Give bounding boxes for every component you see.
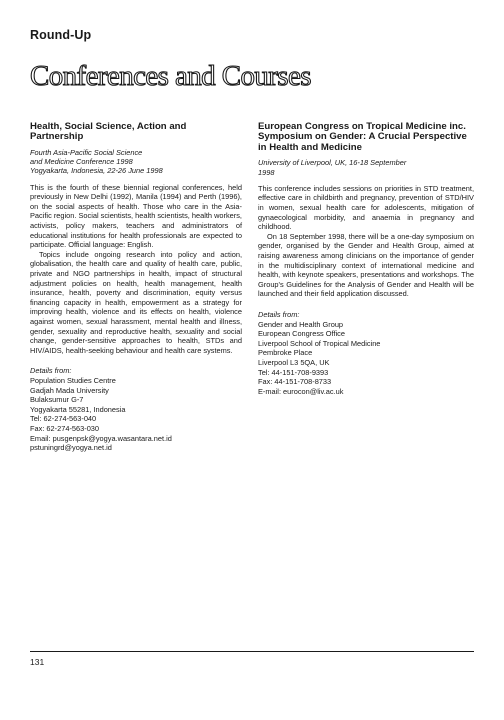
article-meta [30,148,242,176]
details-line: Tel: 62-274-563-040 [30,414,97,424]
email-link[interactable]: pstuningrd@yogya.net.id [30,443,112,453]
section-label: Round-Up [30,28,92,42]
details-line: Fax: 44-151-708-8733 [258,377,332,387]
details-line: Fax: 62-274-563-030 [30,423,100,433]
email-link[interactable]: E-mail: eurocon@liv.ac.uk [258,386,344,396]
meta-line: 1998 [258,167,275,177]
article-european-congress [258,122,474,396]
paragraph: This is the fourth of these biennial regional conferences, held previously in New Delhi (1992), Manila (1994) and Perth (1996), on the social aspects of health. Those who care in the Asia-Pacific region. Social scientists, health scientists, health workers, activists, policy makers, teachers and administrators of educational institutions for health professionals are expected to participate. Official language: English. [30,182,242,250]
article-body [258,184,474,299]
details-label: Details from: [30,366,72,376]
email-link[interactable]: Email: pusgenpsk@yogya.wasantara.net.id [30,433,172,443]
article-title: European Congress on Tropical Medicine inc. Symposium on Gender: A Crucial Perspective in Health and Medicine [258,121,467,153]
contact-details [30,366,242,452]
details-line: Bulaksumur G-7 [30,395,84,405]
details-label: Details from: [258,309,300,319]
details-line: Gadjah Mada University [30,385,109,395]
footer-divider [30,651,474,652]
details-line: Gender and Health Group [258,319,344,329]
article-meta [258,158,474,177]
meta-line: University of Liverpool, UK, 16-18 September [258,158,407,168]
details-line: Population Studies Centre [30,375,116,385]
details-line: Liverpool L3 5QA, UK [258,357,330,367]
details-line: Yogyakarta 55281, Indonesia [30,404,126,414]
meta-line: Yogyakarta, Indonesia, 22-26 June 1998 [30,166,163,176]
meta-line: Fourth Asia-Pacific Social Science [30,147,143,157]
article-title: Health, Social Science, Action and Partnership [30,121,187,143]
page-number: 131 [30,657,45,667]
details-line: Tel: 44-151-708-9393 [258,367,329,377]
details-line: Pembroke Place [258,348,313,358]
article-body [30,183,242,356]
paragraph: Topics include ongoing research into policy and action, globalisation, the health care and quality of health care, public, private and NGO partnerships in health, impact of structural adjustment policies on health, health management, health insurance, health, poverty and discrimination, equity versus financing capacity in health, empowerment as a strategy for improving health, violence and its effects on health, violence against women, sexual harassment, mental health and illness, gender, sexuality and reproductive health, sexuality and social change, gender-sensitive approaches to health, STDs and HIV/AIDS, health-seeking behaviour and health care systems. [30,249,242,355]
meta-line: and Medicine Conference 1998 [30,157,133,167]
page-title: Conferences and Courses [30,60,311,92]
details-line: European Congress Office [258,329,345,339]
paragraph: This conference includes sessions on priorities in STD treatment, effective care in childbirth and pregnancy, prevention of STD/HIV in women, sexual health care for adolescents, mitigation of gynaecological morbidity, and anaemia in pregnancy and childhood. [258,183,474,232]
contact-details [258,310,474,396]
details-line: Liverpool School of Tropical Medicine [258,338,381,348]
article-asia-pacific-conference [30,122,242,453]
paragraph: On 18 September 1998, there will be a one-day symposium on gender, organised by the Gender and Health Group, aimed at raising awareness among clinicians on the importance of gender in the multidisciplinary context of international medicine and health, with keynote speakers, presentations and workshops. The Group's Guidelines for the Analysis of Gender and Health will be launched and their field application discussed. [258,231,474,299]
